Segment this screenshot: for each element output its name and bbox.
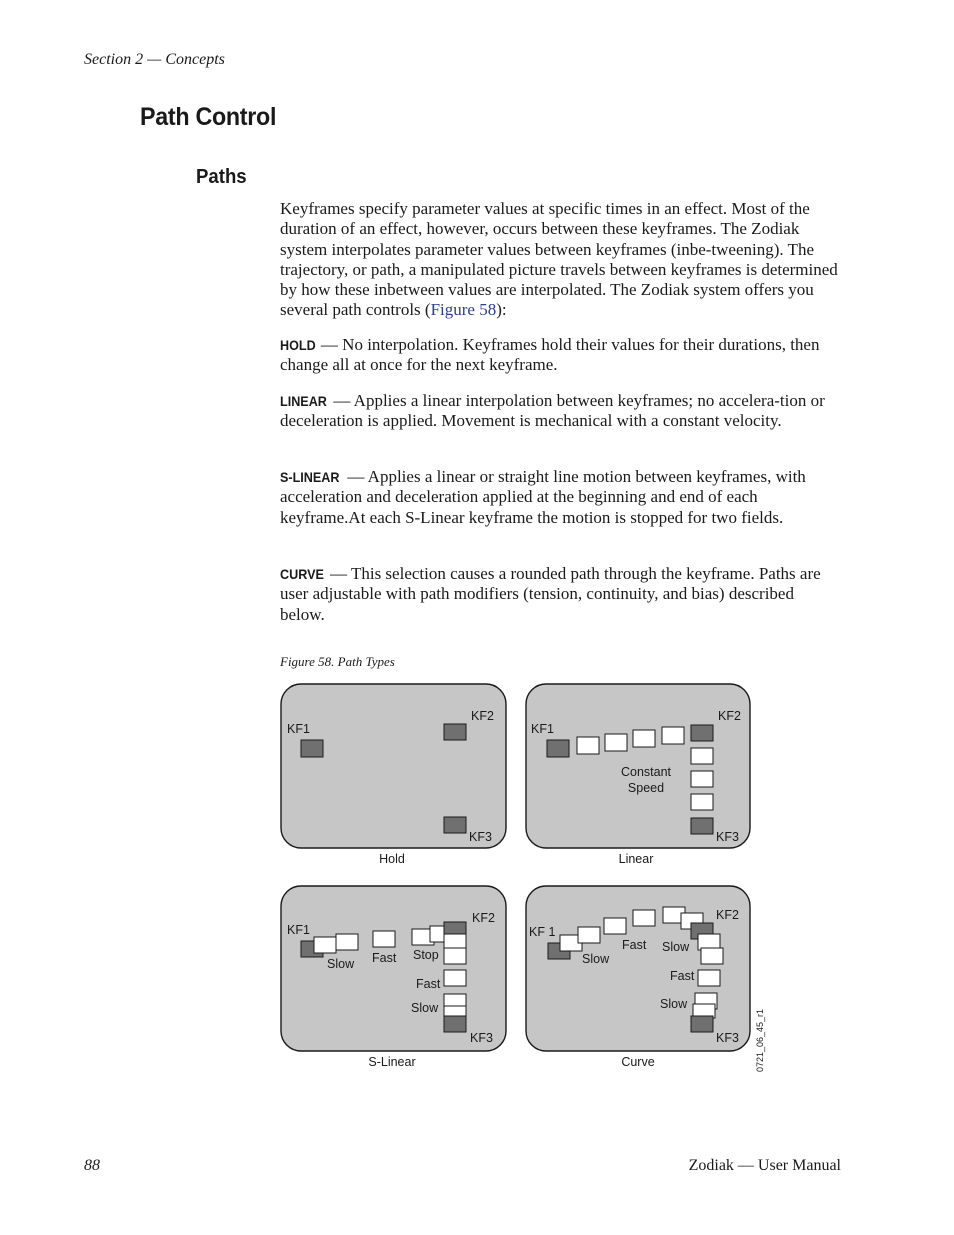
curve-keyframe-3 — [691, 1016, 713, 1032]
linear-title: Linear — [618, 852, 654, 866]
linear-frame — [605, 734, 627, 751]
curve-frame — [701, 948, 723, 964]
hold-kf3-label: KF3 — [469, 830, 492, 844]
linear-speed-label-1: Constant — [620, 765, 672, 779]
slinear-keyframe-3 — [444, 1016, 466, 1032]
linear-frame — [633, 730, 655, 747]
curve-slow-label-2: Slow — [662, 940, 690, 954]
intro-end: ): — [496, 300, 507, 320]
linear-speed-label-2: Speed — [627, 781, 665, 795]
hold-keyframe-3 — [444, 817, 466, 833]
slinear-kf2-label: KF2 — [472, 911, 495, 925]
hold-keyframe-1 — [301, 740, 323, 757]
linear-frame — [691, 748, 713, 764]
slinear-fast-label-2: Fast — [416, 977, 441, 991]
slinear-frame — [444, 948, 466, 964]
slinear-stop-label: Stop — [413, 948, 439, 962]
curve-kf1-label: KF 1 — [529, 925, 556, 939]
running-header: Section 2 — Concepts — [84, 51, 225, 68]
curve-kf3-label: KF3 — [716, 1031, 739, 1045]
figure-code: 0721_06_45_r1 — [755, 1008, 765, 1072]
hold-kf1-label: KF1 — [287, 722, 310, 736]
curve-slow-label: Slow — [582, 952, 610, 966]
hold-keyframe-2 — [444, 724, 466, 740]
page-number: 88 — [84, 1157, 100, 1174]
linear-keyframe-3 — [691, 818, 713, 834]
definition-text: — Applies a linear interpolation between keyframes; no accelera-tion or deceleration is applied. Movement is mechanical with a constant velocity. — [280, 391, 825, 431]
linear-keyframe-2 — [691, 725, 713, 741]
curve-title: Curve — [621, 1055, 655, 1069]
linear-panel — [526, 684, 750, 866]
curve-fast-label: Fast — [622, 938, 647, 952]
slinear-frame — [373, 931, 395, 947]
linear-frame — [577, 737, 599, 754]
intro-text: Keyframes specify parameter values at specific times in an effect. Most of the duration of an effect, however, occurs between these keyframes. The Zodiak system interpolates parameter values between keyframes (inbe-tweening). The trajectory, or path, a manipulated picture travels between keyframes is determined by how these inbetween values are interpolated. The Zodiak system offers you several path controls ( — [280, 199, 838, 320]
curve-slow-label-3: Slow — [660, 997, 688, 1011]
linear-kf3-label: KF3 — [716, 830, 739, 844]
curve-frame — [633, 910, 655, 926]
slinear-panel — [281, 886, 506, 1069]
slinear-title: S-Linear — [368, 1055, 416, 1069]
linear-frame — [662, 727, 684, 744]
figure-link[interactable]: Figure 58 — [430, 300, 497, 320]
page-title: Path Control — [140, 103, 277, 131]
linear-kf2-label: KF2 — [718, 709, 741, 723]
figure-caption: Figure 58. Path Types — [280, 654, 395, 669]
slinear-fast-label: Fast — [372, 951, 397, 965]
curve-kf2-label: KF2 — [716, 908, 739, 922]
definition-text: — Applies a linear or straight line motion between keyframes, with acceleration and deceleration applied at the beginning and end of each keyframe.At each S-Linear keyframe the motion is stopped for two fields. — [280, 467, 806, 527]
slinear-frame — [336, 934, 358, 950]
curve-frame — [698, 970, 720, 986]
section-heading: Paths — [196, 166, 247, 188]
term-slinear: S-LINEAR — [280, 469, 340, 485]
curve-panel — [526, 886, 750, 1069]
running-footer: Zodiak — User Manual — [688, 1157, 841, 1174]
slinear-slow-label: Slow — [327, 957, 355, 971]
linear-frame — [691, 771, 713, 787]
curve-frame — [604, 918, 626, 934]
curve-frame — [578, 927, 600, 943]
slinear-kf1-label: KF1 — [287, 923, 310, 937]
hold-title: Hold — [379, 852, 405, 866]
linear-kf1-label: KF1 — [531, 722, 554, 736]
linear-keyframe-1 — [547, 740, 569, 757]
term-linear: LINEAR — [280, 393, 327, 409]
slinear-frame — [444, 970, 466, 986]
slinear-slow-label-2: Slow — [411, 1001, 439, 1015]
hold-panel — [281, 684, 506, 866]
curve-fast-label-2: Fast — [670, 969, 695, 983]
term-hold: HOLD — [280, 337, 316, 353]
definition-text: — This selection causes a rounded path through the keyframe. Paths are user adjustable with path modifiers (tension, continuity, and bias) described below. — [280, 564, 821, 624]
definition-text: — No interpolation. Keyframes hold their values for their durations, then change all at once for the next keyframe. — [280, 335, 820, 375]
term-curve: CURVE — [280, 566, 324, 582]
linear-frame — [691, 794, 713, 810]
slinear-frame — [444, 934, 466, 948]
slinear-kf3-label: KF3 — [470, 1031, 493, 1045]
slinear-frame — [314, 937, 336, 953]
hold-kf2-label: KF2 — [471, 709, 494, 723]
